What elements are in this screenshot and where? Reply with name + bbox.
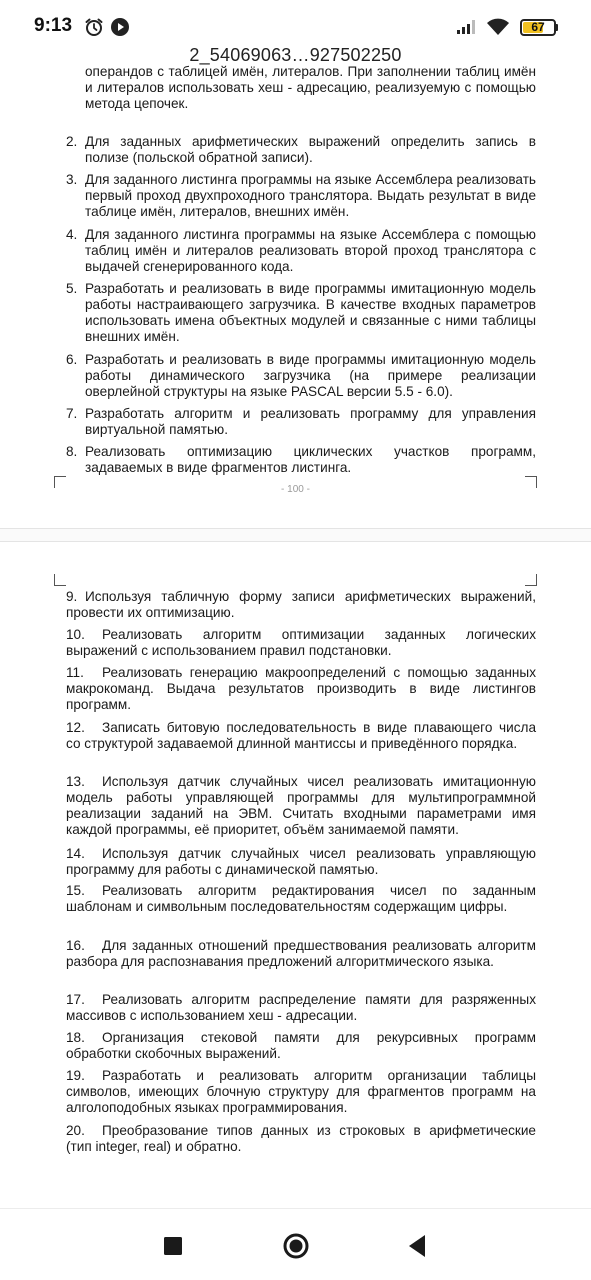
list-item xyxy=(66,774,536,838)
list-item-text: Используя табличную форму записи арифметических выражений, провести их оптимизацию. xyxy=(66,589,536,620)
list-item-number: 3. xyxy=(66,172,78,187)
list-item xyxy=(66,172,536,220)
list-item xyxy=(66,227,536,275)
list-item xyxy=(66,444,536,476)
wifi-icon xyxy=(486,18,510,36)
list-item-text: Используя датчик случайных чисел реализовать управляющую программу для работы с динамической памятью. xyxy=(66,846,536,877)
list-item-number: 10. xyxy=(66,627,85,642)
list-item xyxy=(66,1068,536,1116)
alarm-icon xyxy=(84,17,104,37)
list-item xyxy=(66,1123,536,1155)
list-item-text: Организация стековой памяти для рекурсивных программ обработки скобочных выражений. xyxy=(66,1030,536,1061)
list-item-number: 13. xyxy=(66,774,85,789)
list-item-number: 9. xyxy=(66,589,78,604)
list-item-text: Для заданных отношений предшествования реализовать алгоритм разбора для распознавания предложений алгоритмического языка. xyxy=(66,938,536,969)
list-item-text: Записать битовую последовательность в виде плавающего числа со структурой задаваемой длинной мантиссы и приведённого порядка. xyxy=(66,720,536,751)
list-item xyxy=(66,281,536,345)
play-icon xyxy=(110,17,130,37)
list-item-number: 19. xyxy=(66,1068,85,1083)
list-item-number: 4. xyxy=(66,227,78,242)
list-item-text: Разработать алгоритм и реализовать программу для управления виртуальной памятью. xyxy=(85,406,536,437)
battery-icon xyxy=(520,19,556,36)
back-icon[interactable] xyxy=(400,1229,434,1263)
page-corner-mark xyxy=(54,574,66,586)
status-time: 9:13 xyxy=(34,15,73,36)
page-separator xyxy=(0,528,591,542)
list-item-number: 17. xyxy=(66,992,85,1007)
battery-tip xyxy=(555,24,558,31)
document-page-1[interactable] xyxy=(0,64,591,504)
list-item-text: Реализовать алгоритм редактирования чисел по заданным шаблонам и символьным последовательностям содержащим цифры. xyxy=(66,883,536,914)
signal-icon xyxy=(456,19,478,35)
list-item-text: Разработать и реализовать алгоритм организации таблицы символов, имеющих блочную структуру для фрагментов программ на алголоподобных языках программирования. xyxy=(66,1068,536,1115)
document-page-2[interactable] xyxy=(0,570,591,1170)
list-item-text: Используя датчик случайных чисел реализовать имитационную модель работы управляющей программы для мультипрограммной реализации заданий на ЭВМ. Считать входными параметрами имя каждой программы, её приоритет, объём занимаемой памяти. xyxy=(66,774,536,837)
list-item xyxy=(66,1030,536,1062)
list-item xyxy=(66,846,536,878)
recent-apps-icon[interactable] xyxy=(156,1229,190,1263)
list-item-number: 20. xyxy=(66,1123,85,1138)
list-item-number: 14. xyxy=(66,846,85,861)
list-item-number: 8. xyxy=(66,444,78,459)
list-item-number: 6. xyxy=(66,352,78,367)
list-item-text: Преобразование типов данных из строковых в арифметические (тип integer, real) и обратно. xyxy=(66,1123,536,1154)
list-item xyxy=(66,406,536,438)
list-item-number: 7. xyxy=(66,406,78,421)
list-item-number: 15. xyxy=(66,883,85,898)
page1-top-fragment: операндов с таблицей имён, литералов. При заполнении таблиц имён и литералов использовать хеш - адресацию, реализуемую с помощью метода цепочек. xyxy=(85,64,536,111)
list-item-text: Реализовать алгоритм распределение памяти для разряженных массивов с использованием хеш - адресации. xyxy=(66,992,536,1023)
list-item xyxy=(66,883,536,915)
navigation-bar xyxy=(0,1208,591,1280)
list-item-number: 5. xyxy=(66,281,78,296)
list-item-number: 12. xyxy=(66,720,85,735)
list-item-number: 2. xyxy=(66,134,78,149)
battery-level: 67 xyxy=(531,20,545,34)
list-item-number: 16. xyxy=(66,938,85,953)
list-item-number: 11. xyxy=(66,665,84,680)
list-item-text: Для заданного листинга программы на языке Ассемблера с помощью таблиц имён и литералов реализовать второй проход транслятора с выдачей сгенерированного кода. xyxy=(85,227,536,274)
list-item xyxy=(66,589,536,621)
list-item-text: Реализовать оптимизацию циклических участков программ, задаваемых в виде фрагментов листинга. xyxy=(85,444,536,475)
home-icon[interactable] xyxy=(279,1229,313,1263)
list-item-text: Разработать и реализовать в виде программы имитационную модель работы настраивающего загрузчика. В качестве входных параметров использовать имена объектных модулей и связанные с ними таблицы внешних имён. xyxy=(85,281,536,344)
list-item xyxy=(66,938,536,970)
list-item-text: Реализовать алгоритм оптимизации заданных логических выражений с использованием правил подстановки. xyxy=(66,627,536,658)
list-item-text: Для заданных арифметических выражений определить запись в полизе (польской обратной записи). xyxy=(85,134,536,165)
list-item-text: Реализовать генерацию макроопределений с помощью заданных макрокоманд. Выдача результатов производить в виде листингов программ. xyxy=(66,665,536,712)
list-item xyxy=(66,627,536,659)
list-item xyxy=(66,720,536,752)
document-title: 2_54069063…927502250 xyxy=(189,45,402,65)
list-item xyxy=(66,992,536,1024)
list-item xyxy=(66,665,536,713)
page-corner-mark xyxy=(525,574,537,586)
page-number: - 100 - xyxy=(281,484,310,495)
list-item xyxy=(66,352,536,400)
list-item-number: 18. xyxy=(66,1030,85,1045)
list-item-text: Разработать и реализовать в виде программы имитационную модель работы динамического загрузчика (на примере реализации оверлейной структуры на языке PASCAL версии 5.5 - 6.0). xyxy=(85,352,536,399)
list-item-text: Для заданного листинга программы на языке Ассемблера реализовать первый проход двухпроходного транслятора. Выдать результат в виде таблице имён, литералов, внешних имён. xyxy=(85,172,536,219)
list-item xyxy=(66,134,536,166)
